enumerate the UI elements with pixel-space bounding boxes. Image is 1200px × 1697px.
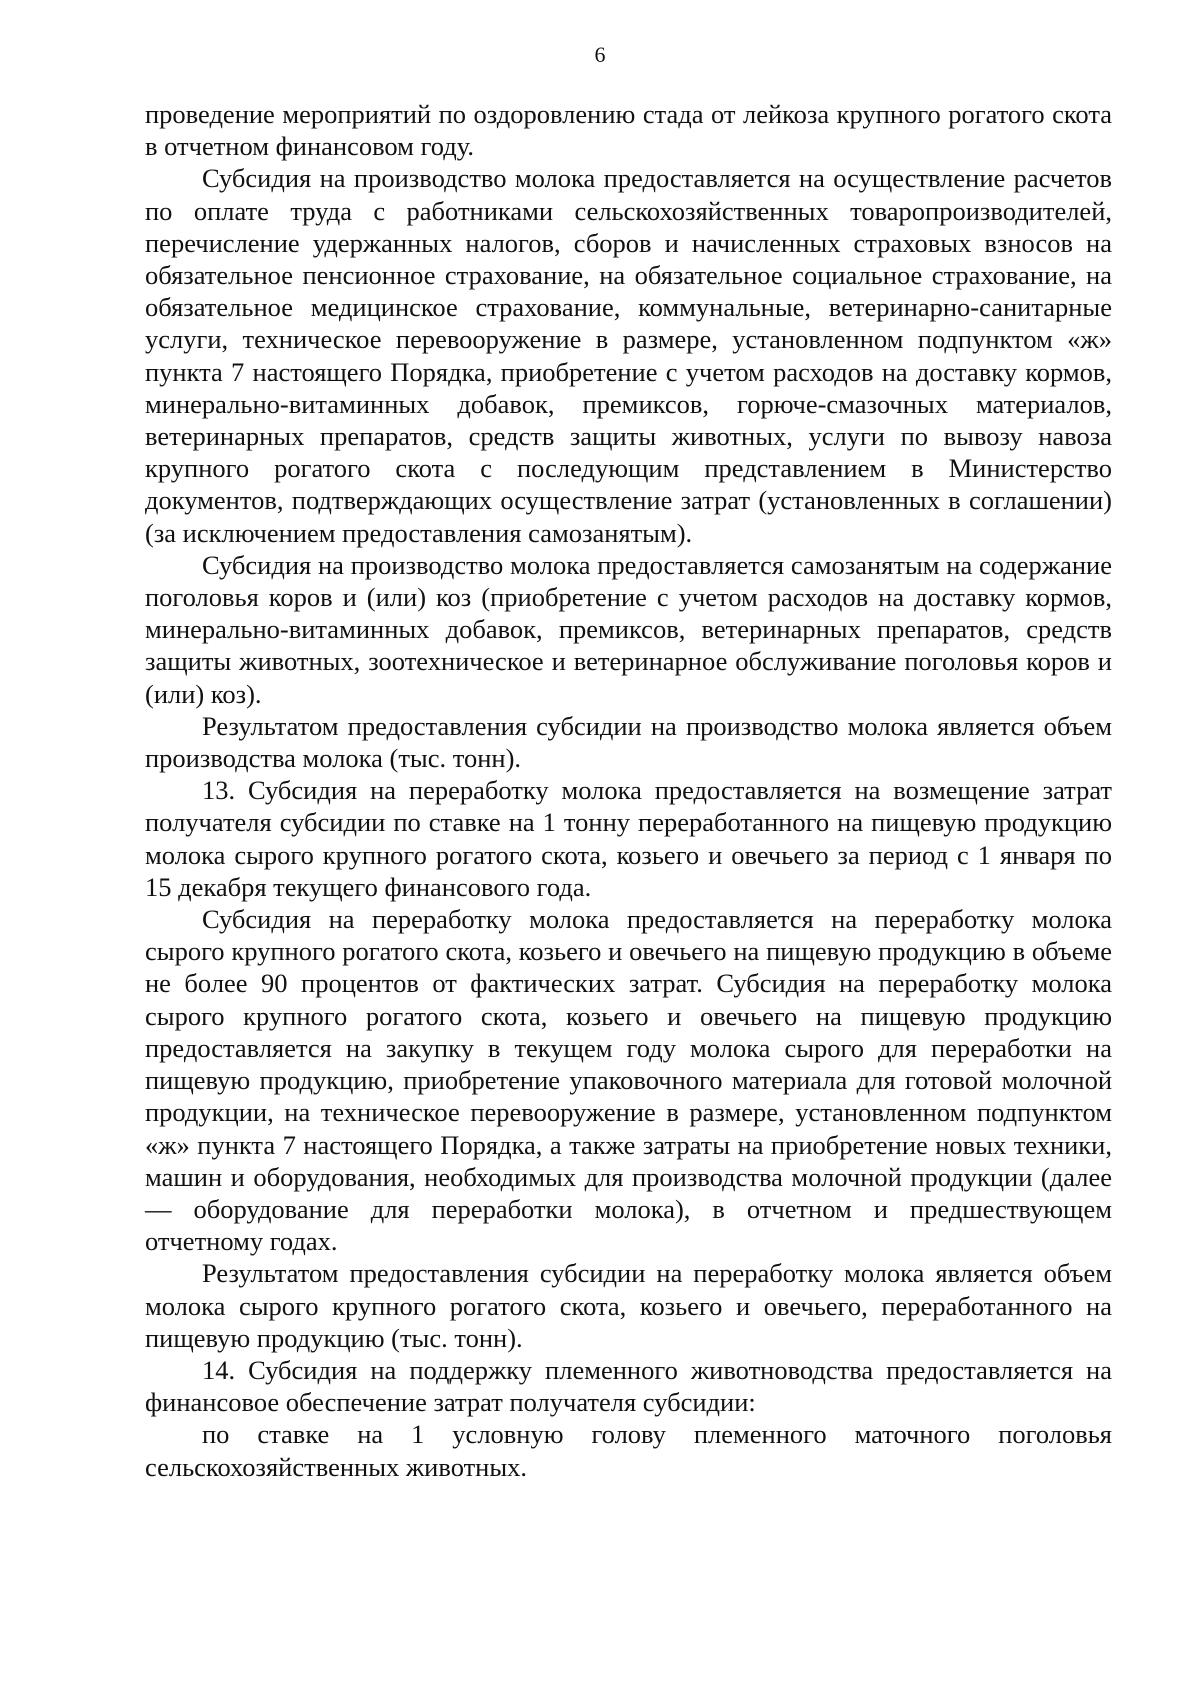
document-body bbox=[145, 98, 1112, 1483]
paragraph-herd-recovery-continuation: проведение мероприятий по оздоровлению стада от лейкоза крупного рогатого скота в отчетном финансовом году. bbox=[145, 99, 1112, 162]
paragraph-14-breeding-livestock-subsidy: 14. Субсидия на поддержку племенного животноводства предоставляется на финансовое обеспечение затрат получателя субсидии: bbox=[145, 1354, 1112, 1418]
paragraph-breeding-rate-per-head: по ставке на 1 условную голову племенного маточного поголовья сельскохозяйственных животных. bbox=[145, 1419, 1112, 1482]
paragraph-milk-production-self-employed: Субсидия на производство молока предоставляется самозанятым на содержание поголовья коров и (или) коз (приобретение с учетом расходов на доставку кормов, минерально-витаминных добавок, премиксов, ветеринарных препаратов, средств защиты животных, зоотехническое и ветеринарное обслуживание поголовья коров и (или) коз). bbox=[145, 549, 1112, 709]
paragraph-milk-production-subsidy-purposes: Субсидия на производство молока предоставляется на осуществление расчетов по оплате труда с работниками сельскохозяйственных товаропроизводителей, перечисление удержанных налогов, сборов и начисленных страховых взносов на обязательное пенсионное страхование, на обязательное социальное страхование, на обязательное медицинское страхование, коммунальные, ветеринарно-санитарные услуги, техническое перевооружение в размере, установленном подпунктом «ж» пункта 7 настоящего Порядка, приобретение с учетом расходов на доставку кормов, минерально-витаминных добавок, премиксов, горюче-смазочных материалов, ветеринарных препаратов, средств защиты животных, услуги по вывозу навоза крупного рогатого скота с последующим представлением в Министерство документов, подтверждающих осуществление затрат (установленных в соглашении) (за исключением предоставления самозанятым). bbox=[145, 163, 1112, 548]
paragraph-13-milk-processing-subsidy: 13. Субсидия на переработку молока предоставляется на возмещение затрат получателя субсидии по ставке на 1 тонну переработанного на пищевую продукцию молока сырого крупного рогатого скота, козьего и овечьего за период с 1 января по 15 декабря текущего финансового года. bbox=[145, 775, 1112, 902]
paragraph-milk-production-result: Результатом предоставления субсидии на производство молока является объем производства молока (тыс. тонн). bbox=[145, 710, 1112, 774]
paragraph-milk-processing-result: Результатом предоставления субсидии на переработку молока является объем молока сырого крупного рогатого скота, козьего и овечьего, переработанного на пищевую продукцию (тыс. тонн). bbox=[145, 1258, 1112, 1353]
page-number: 6 bbox=[594, 42, 606, 67]
paragraph-milk-processing-purposes: Субсидия на переработку молока предоставляется на переработку молока сырого крупного рогатого скота, козьего и овечьего на пищевую продукцию в объеме не более 90 процентов от фактических затрат. Субсидия на переработку молока сырого крупного рогатого скота, козьего и овечьего на пищевую продукцию предоставляется на закупку в текущем году молока сырого для переработки на пищевую продукцию, приобретение упаковочного материала для готовой молочной продукции, на техническое перевооружение в размере, установленном подпунктом «ж» пункта 7 настоящего Порядка, а также затраты на приобретение новых техники, машин и оборудования, необходимых для производства молочной продукции (далее — оборудование для переработки молока), в отчетном и предшествующем отчетному годах. bbox=[145, 904, 1112, 1257]
